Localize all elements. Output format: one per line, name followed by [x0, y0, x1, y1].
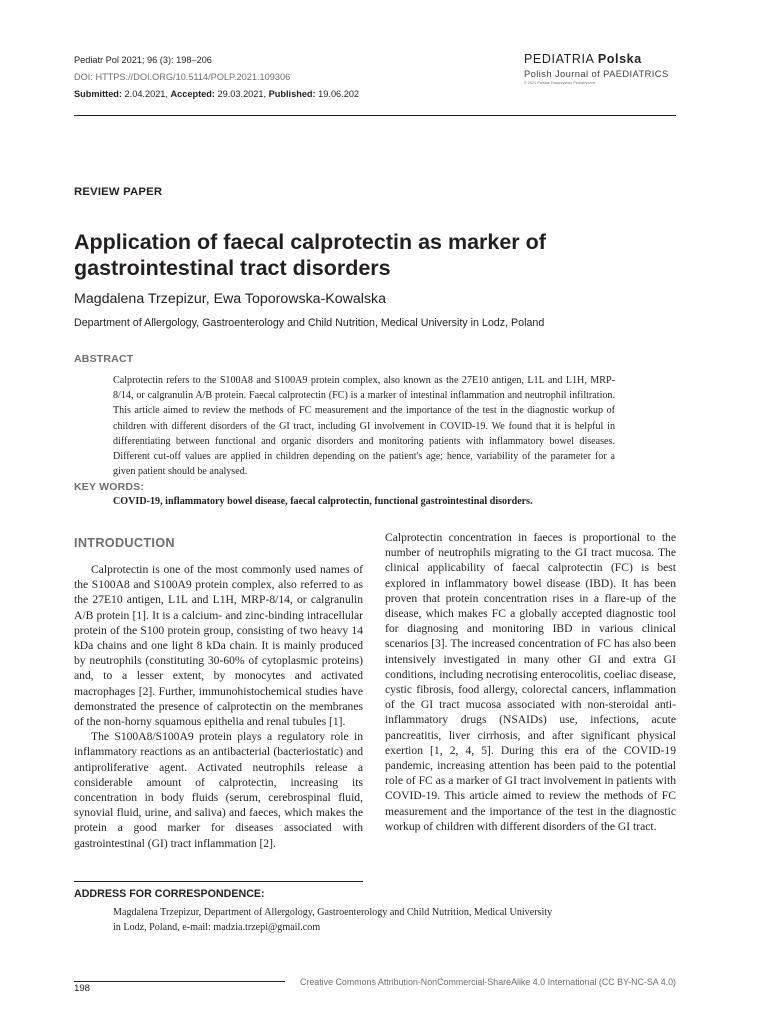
intro-paragraph-1: Calprotectin is one of the most commonly used names of the S100A8 and S100A9 protein complex, also referred to as the 27E10 antigen, L1L and L1H, MRP-8/14, or calgranulin A/B protein [1]. It is a calcium- and zinc-binding intracellular protein of the S100 protein group, consisting of two heavy 14 kDa chains and one light 8 kDa chain. It is mainly produced by neutrophils (constituting 30-60% of cytoplasmic proteins) and, to a lesser extent, by monocytes and activated macrophages [2]. Further, immunohistochemical studies have demonstrated the presence of calprotectin on the membranes of the non-horny squamous epithelia and renal tubules [1]. [74, 563, 363, 729]
page-number: 198 [74, 983, 91, 994]
left-column [74, 562, 363, 851]
submitted-value: 2.04.2021, [124, 89, 168, 99]
intro-paragraph-3: Calprotectin concentration in faeces is proportional to the number of neutrophils migrating to the GI tract mucosa. The clinical applicability of faecal calprotectin (FC) is best explored in inflammatory bowel disease (IBD). It has been proven that protein concentration rises in a flare-up of the disease, which makes FC a globally accepted diagnostic tool for diagnosing and monitoring IBD in various clinical scenarios [3]. The increased concentration of FC has also been intensively investigated in many other GI and extra GI conditions, including necrotising enterocolitis, coeliac disease, cystic fibrosis, food allergy, colorectal cancers, inflammation of the GI tract mucosa associated with non-steroidal anti-inflammatory drugs (NSAIDs) use, infections, acute pancreatitis, liver cirrhosis, and after significant physical exertion [1, 2, 4, 5]. During this era of the COVID-19 pandemic, increasing attention has been paid to the potential role of FC as a marker of GI tract involvement in patients with COVID-19. This article aimed to review the methods of FC measurement and the importance of the test in the diagnostic workup of children with different disorders of the GI tract. [385, 531, 676, 833]
abstract-heading: ABSTRACT [74, 353, 134, 365]
accepted-value: 29.03.2021, [217, 89, 267, 99]
affiliation: Department of Allergology, Gastroenterology and Child Nutrition, Medical University in Lodz, Poland [74, 317, 545, 329]
brand-tiny: © 2021 Polskie Towarzystwo Pediatryczne [524, 81, 596, 85]
footer-rule [74, 981, 285, 982]
dates-line [74, 86, 359, 103]
correspondence-heading: ADDRESS FOR CORRESPONDENCE: [74, 888, 265, 900]
correspondence-line-1: Magdalena Trzepizur, Department of Allergology, Gastroenterology and Child Nutrition, Medical University [113, 907, 553, 918]
correspondence-line-2: in Lodz, Poland, e-mail: madzia.trzepi@gmail.com [113, 922, 321, 933]
submitted-label: Submitted: [74, 89, 122, 99]
license-link[interactable]: Creative Commons Attribution-NonCommercial-ShareAlike 4.0 International (CC BY-NC-SA 4.0) [299, 977, 676, 987]
article-type: REVIEW PAPER [74, 186, 163, 198]
accepted-label: Accepted: [170, 89, 215, 99]
brand-title [524, 52, 684, 67]
abstract-text: Calprotectin refers to the S100A8 and S100A9 protein complex, also known as the 27E10 antigen, L1L and L1H, MRP-8/14, or calgranulin A/B protein. Faecal calprotectin (FC) is a marker of intestinal inflammation and neutrophil infiltration. This article aimed to review the methods of FC measurement and the importance of the test in the diagnostic workup of children with different disorders of the GI tract, including GI involvement in COVID-19. We found that it is helpful in differentiating between functional and organic disorders and monitoring patients with inflammatory bowel diseases. Different cut-off values are applied in children depending on the patient's age; hence, variability of the parameter for a given patient should be analysed. [113, 375, 615, 478]
header-rule [74, 115, 676, 116]
introduction-heading: INTRODUCTION [74, 536, 175, 550]
keywords-text: COVID-19, inflammatory bowel disease, faecal calprotectin, functional gastrointestinal disorders. [113, 496, 533, 507]
journal-header [74, 52, 359, 103]
authors: Magdalena Trzepizur, Ewa Toporowska-Kowalska [74, 291, 387, 307]
brand-main: PEDIATRIA [524, 52, 594, 66]
brand-bold: Polska [597, 52, 642, 66]
published-label: Published: [268, 89, 316, 99]
citation: Pediatr Pol 2021; 96 (3): 198–206 [74, 55, 212, 65]
journal-logo [524, 52, 684, 86]
keywords-heading: KEY WORDS: [74, 481, 145, 493]
correspondence-rule [74, 881, 363, 882]
published-value: 19.06.202 [318, 89, 360, 99]
correspondence-text [113, 905, 613, 935]
doi-link[interactable]: DOI: HTTPS://DOI.ORG/10.5114/POLP.2021.109306 [74, 72, 291, 82]
brand-subtitle: Polish Journal of PAEDIATRICS [524, 68, 669, 79]
article-title: Application of faecal calprotectin as marker of gastrointestinal tract disorders [74, 230, 546, 280]
right-column [385, 530, 676, 834]
intro-paragraph-2: The S100A8/S100A9 protein plays a regulatory role in inflammatory reactions as an antibacterial (bacteriostatic) and antiproliferative agent. Activated neutrophils release a considerable amount of calprotectin, increasing its concentration in body fluids (serum, cerebrospinal fluid, synovial fluid, urine, and saliva) and faeces, which makes the protein a good marker for diseases associated with gastrointestinal (GI) tract inflammation [2]. [74, 730, 363, 850]
